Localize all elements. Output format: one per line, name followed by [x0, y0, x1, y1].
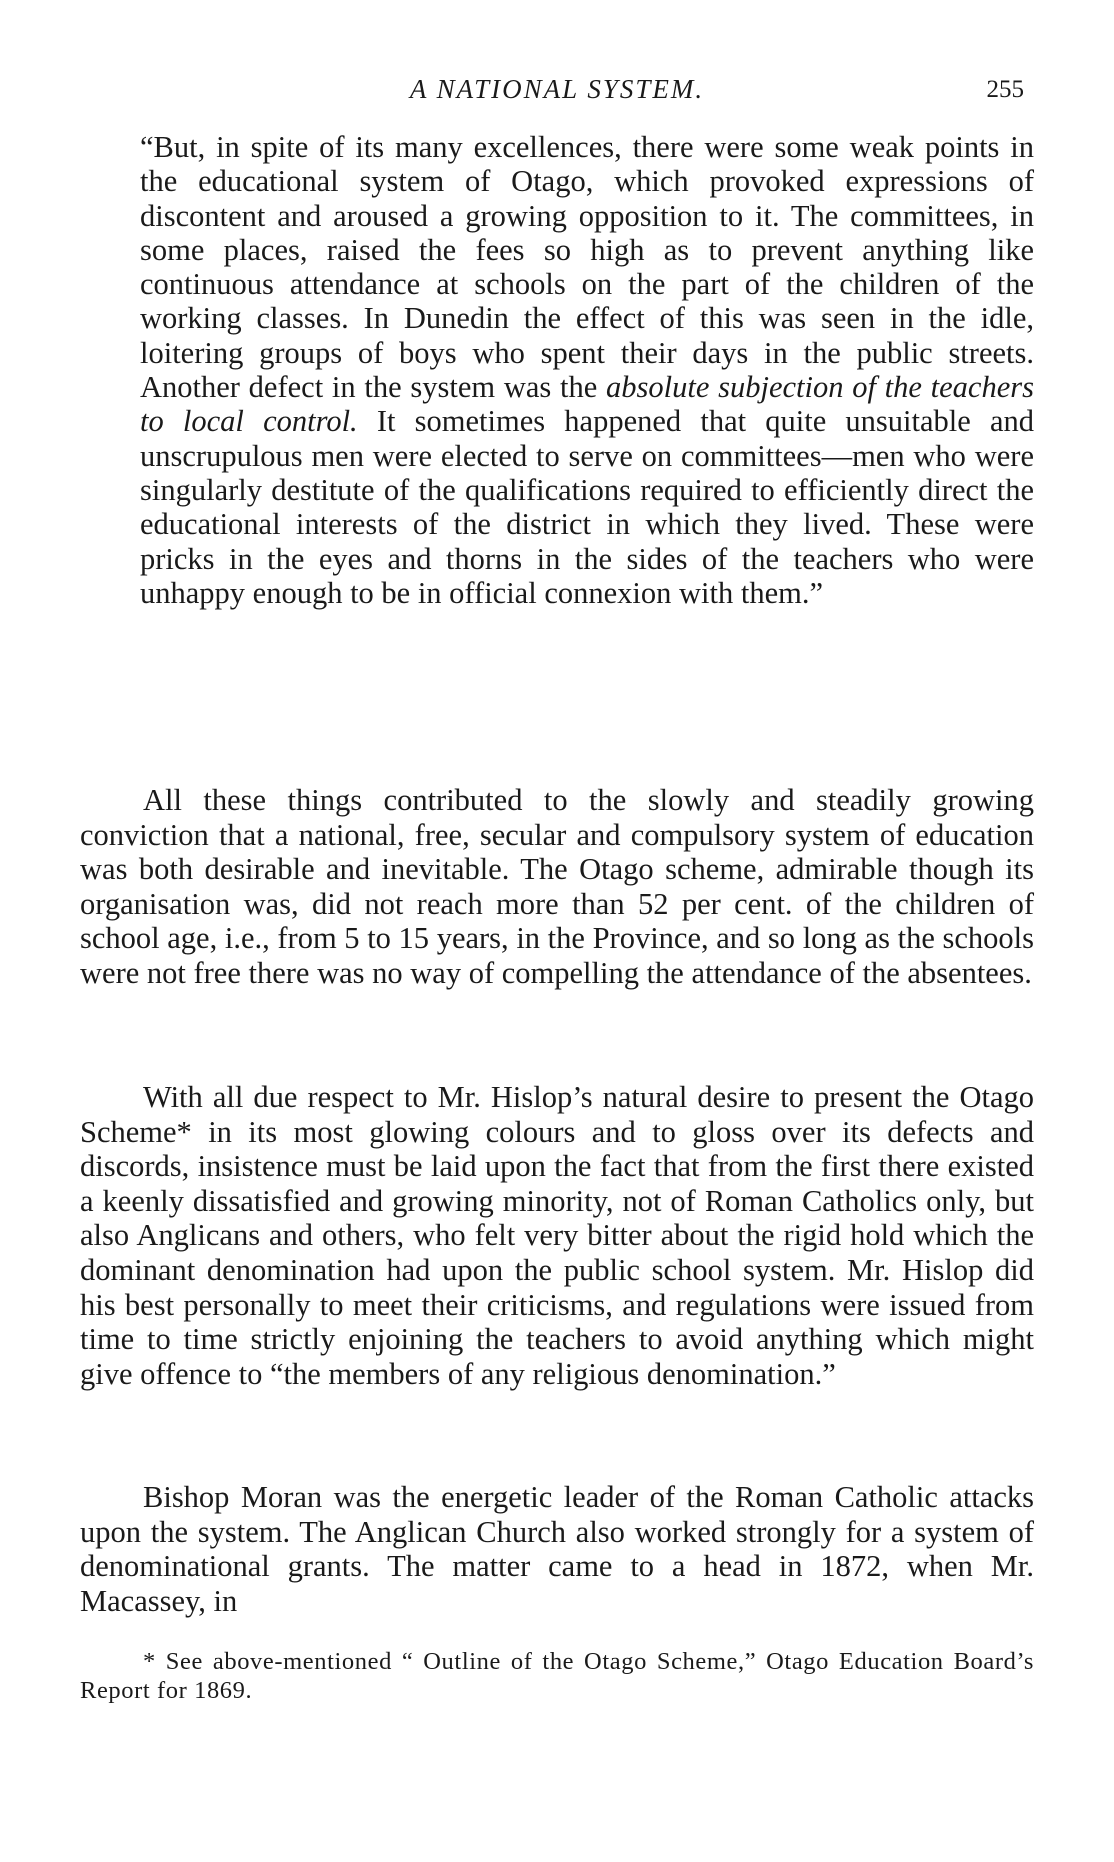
block-quote: [140, 130, 1034, 610]
page-number: 255: [986, 76, 1024, 103]
body-paragraph-3: Bishop Moran was the energetic leader of the Roman Catholic attacks upon the system. The Anglican Church also worked strongly for a system of denominational grants. The matter came to a head in 1872, when Mr. Macassey, in: [80, 1480, 1034, 1618]
quote-text-before-emphasis: “But, in spite of its many excellences, there were some weak points in the educational system of Otago, which provoked expressions of discontent and aroused a growing opposition to it. The committees, in some places, raised the fees so high as to prevent anything like continuous attendance at schools on the part of the children of the working classes. In Dunedin the effect of this was seen in the idle, loitering groups of boys who spent their days in the public streets. Another defect in the system was the: [140, 130, 1034, 405]
footnote: * See above-mentioned “ Outline of the Otago Scheme,” Otago Education Board’s Report for 1869.: [80, 1648, 1034, 1704]
body-paragraph-1: All these things contributed to the slowly and steadily growing conviction that a national, free, secular and compulsory system of education was both desirable and inevitable. The Otago scheme, admirable though its organisation was, did not reach more than 52 per cent. of the children of school age, i.e., from 5 to 15 years, in the Province, and so long as the schools were not free there was no way of compelling the attendance of the absentees.: [80, 783, 1034, 990]
quote-emphasis: absolute subjection of the teachers to local control.: [140, 370, 1035, 439]
running-head: [80, 74, 1034, 110]
quote-text-after-emphasis: It sometimes happened that quite unsuitable and unscrupulous men were elected to serve on committees—men who were singularly destitute of the qualifications required to efficiently direct the educational interests of the district in which they lived. These were pricks in the eyes and thorns in the sides of the teachers who were unhappy enough to be in official connexion with them.”: [140, 404, 1034, 610]
body-paragraph-2: With all due respect to Mr. Hislop’s natural desire to present the Otago Scheme* in its most glowing colours and to gloss over its defects and discords, insistence must be laid upon the fact that from the first there existed a keenly dissatisfied and growing minority, not of Roman Catholics only, but also Anglicans and others, who felt very bitter about the rigid hold which the dominant denomination had upon the public school system. Mr. Hislop did his best personally to meet their criticisms, and regulations were issued from time to time strictly enjoining the teachers to avoid anything which might give offence to “the members of any religious denomination.”: [80, 1080, 1034, 1391]
running-title: A NATIONAL SYSTEM.: [409, 74, 705, 104]
